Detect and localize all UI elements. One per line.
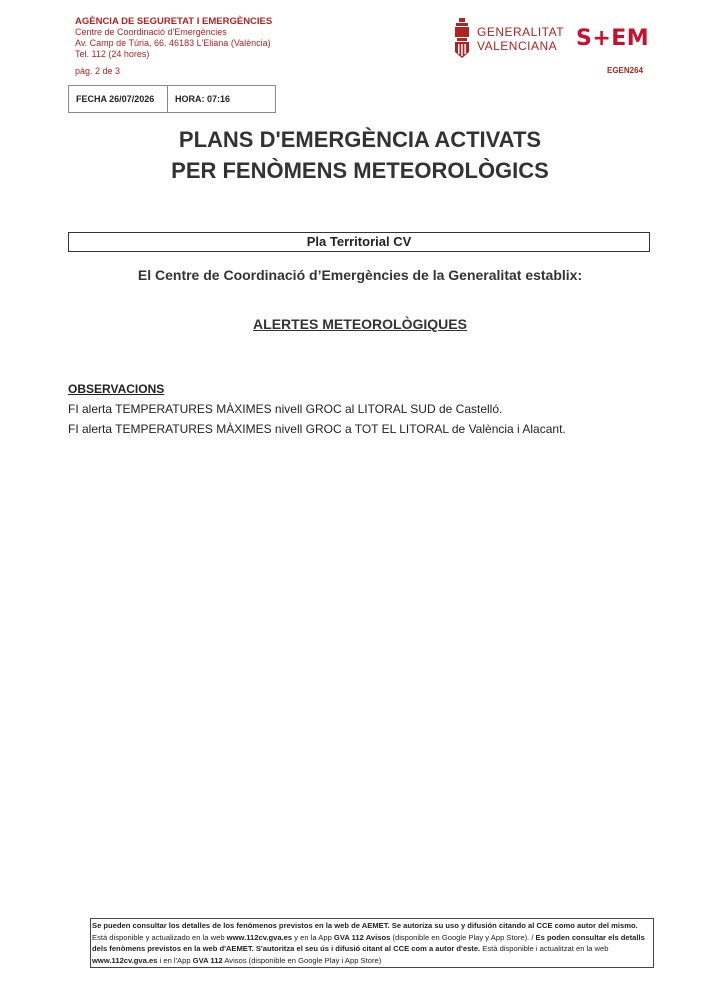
footer-app-name-va: GVA 112 [192,955,223,965]
observacio-item: FI alerta TEMPERATURES MÀXIMES nivell GROC al LITORAL SUD de Castelló. [68,402,503,416]
footer-es-text3: (disponible en Google Play y App Store). / [390,932,536,942]
footer-es-bold: Se pueden consultar los detalles de los fenómenos previstos en la web de AEMET. Se autoriza su uso y difusión citando al CCE como autor del mismo. [92,921,638,930]
agency-name: AGÈNCIA DE SEGURETAT I EMERGÈNCIES [75,16,273,27]
title-line2: PER FENÒMENS METEOROLÒGICS [171,158,549,183]
footer-va-text2: i en l'App [157,955,193,965]
generalitat-line2: VALENCIANA [477,39,558,53]
alertes-heading: ALERTES METEOROLÒGIQUES [253,316,467,332]
footer-es-text2: y en la App [292,932,334,942]
generalitat-emblem-icon [453,18,471,60]
page-title [0,124,720,186]
establix-statement: El Centre de Coordinació d’Emergències de la Generalitat establix: [137,267,583,283]
observacions-heading: OBSERVACIONS [68,382,165,396]
footer-disclaimer [90,918,654,968]
hora-cell: HORA: 07:16 [175,94,231,104]
agency-address: Av. Camp de Túria, 66. 46183 L'Eliana (València) [75,38,271,48]
agency-phone: Tel. 112 (24 hores) [75,49,150,59]
footer-web-link-va[interactable]: www.112cv.gva.es [92,955,158,965]
page-number: pàg. 2 de 3 [75,66,121,76]
plan-box: Pla Territorial CV [68,232,650,252]
footer-app-name: GVA 112 Avisos [333,932,391,942]
footer-va-text3: Avisos (disponible en Google Play i App Store) [222,955,382,965]
title-line1: PLANS D'EMERGÈNCIA ACTIVATS [178,127,542,152]
fecha-cell: FECHA 26/07/2026 [69,86,168,112]
observacio-item: FI alerta TEMPERATURES MÀXIMES nivell GROC a TOT EL LITORAL de València i Alacant. [68,422,566,436]
footer-va-text: Està disponible i actualitzat en la web [480,944,609,954]
footer-web-link[interactable]: www.112cv.gva.es [226,932,293,942]
footer-es-text: Está disponible y actualizado en la web [92,932,227,942]
centre-name: Centre de Coordinació d'Emergències [75,27,227,37]
agency-header [75,16,272,77]
generalitat-line1: GENERALITAT [477,25,565,39]
date-time-box [68,85,276,113]
observacions-section [68,379,566,439]
doc-code: EGEN264 [607,66,644,75]
generalitat-logo [453,18,564,60]
footer-va-bold: Es poden consultar els detalls dels fenòmens previstos en la web d'AEMET. S'autoritza el seu ús i difusió citant al CCE com a autor d'este. [92,932,645,954]
sem-logo: S+EM [576,26,650,51]
